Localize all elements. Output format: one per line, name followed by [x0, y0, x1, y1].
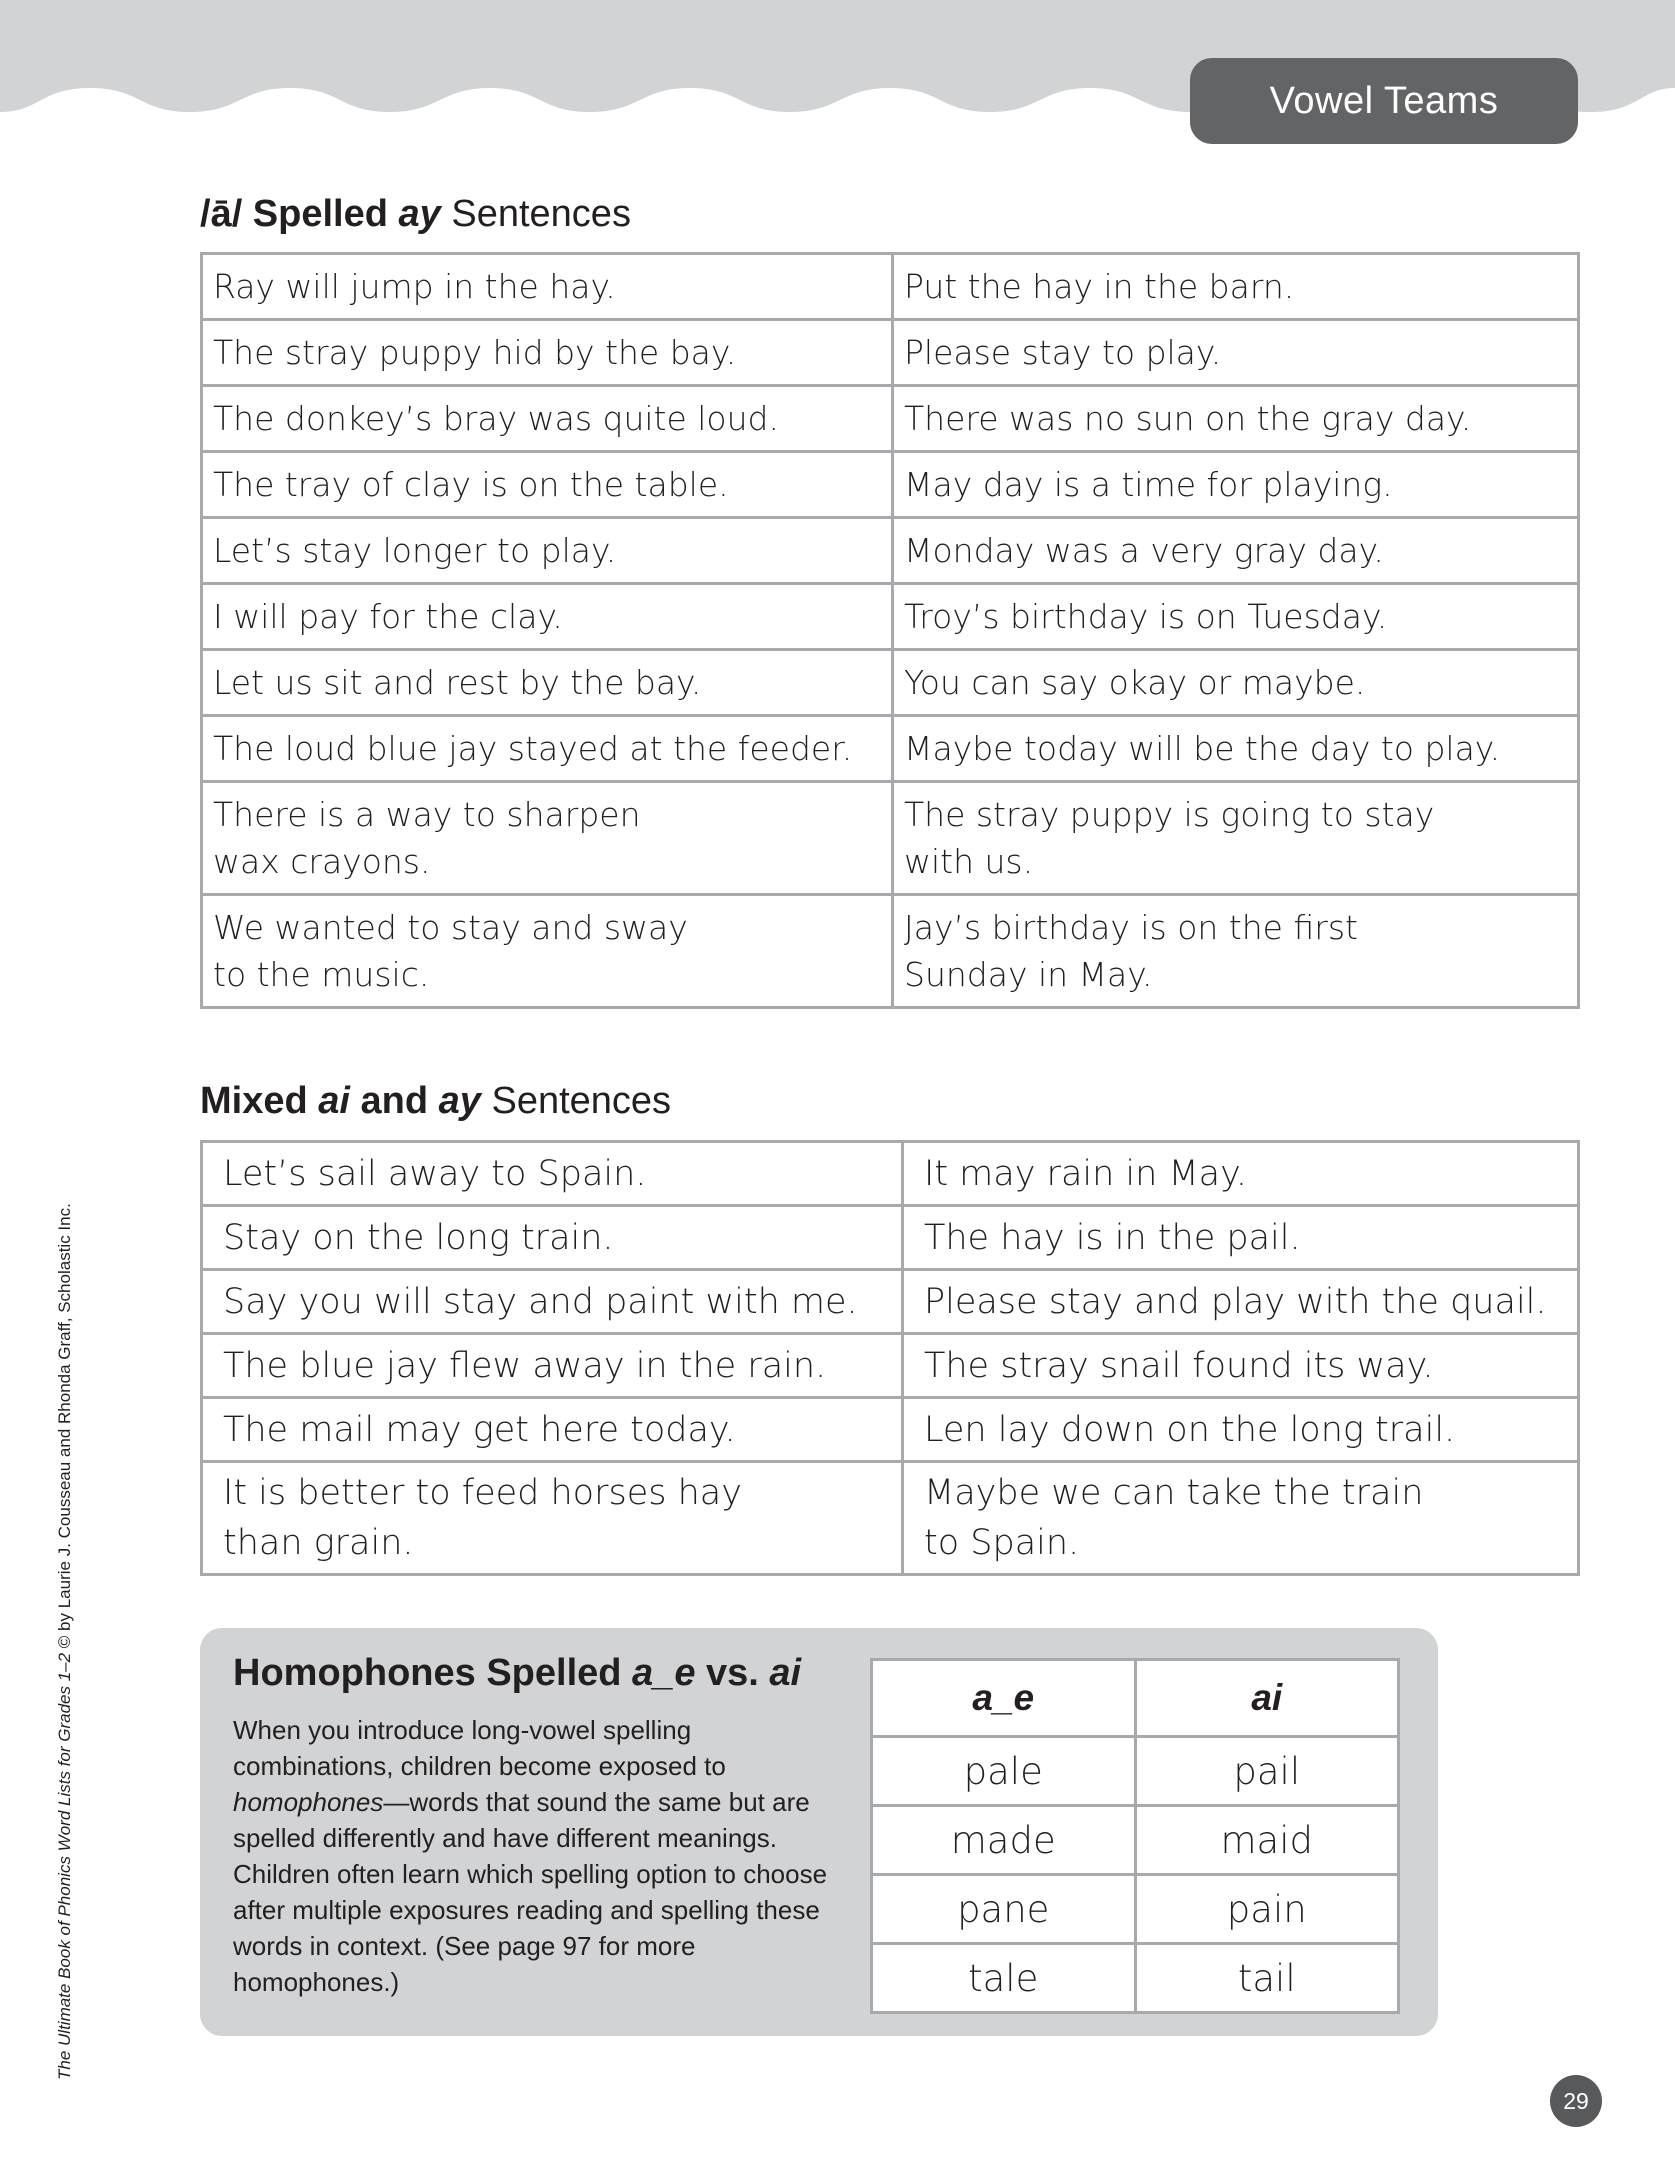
- sentence-row: [202, 254, 1579, 320]
- sentence-cell: I will pay for the clay.: [202, 584, 893, 650]
- sentence-row: [202, 1206, 1579, 1270]
- homophone-word: tale: [872, 1944, 1136, 2013]
- sentence-cell: Jay’s birthday is on the first Sunday in May.: [893, 895, 1579, 1008]
- sentence-cell: May day is a time for playing.: [893, 452, 1579, 518]
- sentence-cell: The stray puppy hid by the bay.: [202, 320, 893, 386]
- sentence-cell: Ray will jump in the hay.: [202, 254, 893, 320]
- sentence-row: [202, 1462, 1579, 1575]
- sentence-cell: Let us sit and rest by the bay.: [202, 650, 893, 716]
- copyright-credit: [55, 1200, 75, 2080]
- section-tab-label: Vowel Teams: [1269, 79, 1499, 122]
- page-number-badge: [1550, 2075, 1602, 2127]
- sentence-cell: There was no sun on the gray day.: [893, 386, 1579, 452]
- page-number: 29: [1563, 2087, 1589, 2114]
- ay-sentences-table: [200, 252, 1580, 1009]
- section1-heading-pre: /ā/ Spelled: [200, 193, 399, 235]
- sentence-cell: The tray of clay is on the table.: [202, 452, 893, 518]
- homophones-table: [870, 1658, 1400, 2014]
- sentence-cell: Maybe we can take the train to Spain.: [903, 1462, 1579, 1575]
- homophone-word: tail: [1135, 1944, 1399, 2013]
- sentence-cell: It is better to feed horses hay than grain.: [202, 1462, 903, 1575]
- sentence-cell: Troy’s birthday is on Tuesday.: [893, 584, 1579, 650]
- sentence-row: [202, 1398, 1579, 1462]
- sentence-row: [202, 1270, 1579, 1334]
- sentence-row: [202, 386, 1579, 452]
- homophone-pair-row: [872, 1806, 1399, 1875]
- homophone-pair-row: [872, 1875, 1399, 1944]
- section2-heading: [200, 1080, 671, 1123]
- sentence-cell: Len lay down on the long trail.: [903, 1398, 1579, 1462]
- sentence-cell: Let’s stay longer to play.: [202, 518, 893, 584]
- sentence-cell: You can say okay or maybe.: [893, 650, 1579, 716]
- section1-heading-em: ay: [398, 193, 441, 235]
- homophones-title-mid: vs.: [695, 1652, 770, 1694]
- homophones-text-pre: When you introduce long-vowel spelling combinations, children become exposed to: [233, 1715, 726, 1781]
- homophones-col-header: ai: [1135, 1660, 1399, 1737]
- homophone-word: pail: [1135, 1737, 1399, 1806]
- sentence-row: [202, 452, 1579, 518]
- credit-authors: © by Laurie J. Cousseau and Rhonda Graff, Scholastic Inc.: [55, 1203, 74, 1653]
- homophone-word: pale: [872, 1737, 1136, 1806]
- sentence-cell: Let’s sail away to Spain.: [202, 1142, 903, 1206]
- sentence-row: [202, 584, 1579, 650]
- homophone-word: pane: [872, 1875, 1136, 1944]
- homophones-text-post: —words that sound the same but are spelled differently and have different meanings. Children often learn which spelling option to choose after multiple exposures reading and spelling these words in context. (See page 97 for more homophones.): [233, 1787, 828, 1997]
- sentence-row: [202, 1142, 1579, 1206]
- section-tab: [1190, 58, 1578, 144]
- sentence-cell: The loud blue jay stayed at the feeder.: [202, 716, 893, 782]
- sentence-row: [202, 1334, 1579, 1398]
- homophones-col-header: a_e: [872, 1660, 1136, 1737]
- section1-heading-post: Sentences: [440, 193, 631, 235]
- homophones-description: [233, 1712, 843, 2000]
- sentence-cell: There is a way to sharpen wax crayons.: [202, 782, 893, 895]
- sentence-row: [202, 782, 1579, 895]
- sentence-row: [202, 895, 1579, 1008]
- sentence-cell: It may rain in May.: [903, 1142, 1579, 1206]
- homophones-title: [233, 1652, 801, 1695]
- homophones-text-em: homophones: [233, 1787, 384, 1817]
- sentence-row: [202, 518, 1579, 584]
- homophone-word: maid: [1135, 1806, 1399, 1875]
- sentence-cell: The blue jay flew away in the rain.: [202, 1334, 903, 1398]
- mixed-sentences-table: [200, 1140, 1580, 1576]
- section2-heading-em2: ay: [438, 1080, 481, 1122]
- sentence-cell: The mail may get here today.: [202, 1398, 903, 1462]
- sentence-cell: We wanted to stay and sway to the music.: [202, 895, 893, 1008]
- sentence-cell: Monday was a very gray day.: [893, 518, 1579, 584]
- homophones-title-em1: a_e: [632, 1652, 696, 1694]
- credit-book-title: The Ultimate Book of Phonics Word Lists for Grades 1–2: [55, 1652, 74, 2080]
- homophone-pair-row: [872, 1737, 1399, 1806]
- sentence-cell: Put the hay in the barn.: [893, 254, 1579, 320]
- sentence-cell: The stray snail found its way.: [903, 1334, 1579, 1398]
- sentence-cell: The donkey’s bray was quite loud.: [202, 386, 893, 452]
- sentence-row: [202, 716, 1579, 782]
- sentence-cell: Please stay to play.: [893, 320, 1579, 386]
- section2-heading-post: Sentences: [480, 1080, 672, 1122]
- homophone-word: made: [872, 1806, 1136, 1875]
- sentence-row: [202, 650, 1579, 716]
- sentence-cell: The hay is in the pail.: [903, 1206, 1579, 1270]
- homophone-pair-row: [872, 1944, 1399, 2013]
- sentence-cell: Say you will stay and paint with me.: [202, 1270, 903, 1334]
- sentence-row: [202, 320, 1579, 386]
- homophones-title-pre: Homophones Spelled: [233, 1652, 633, 1694]
- section2-heading-pre: Mixed: [200, 1080, 319, 1122]
- section2-heading-em1: ai: [318, 1080, 350, 1122]
- homophone-word: pain: [1135, 1875, 1399, 1944]
- sentence-cell: Please stay and play with the quail.: [903, 1270, 1579, 1334]
- section2-heading-mid: and: [349, 1080, 439, 1122]
- sentence-cell: Maybe today will be the day to play.: [893, 716, 1579, 782]
- sentence-cell: The stray puppy is going to stay with us.: [893, 782, 1579, 895]
- sentence-cell: Stay on the long train.: [202, 1206, 903, 1270]
- section1-heading: [200, 193, 631, 236]
- homophones-title-em2: ai: [769, 1652, 802, 1694]
